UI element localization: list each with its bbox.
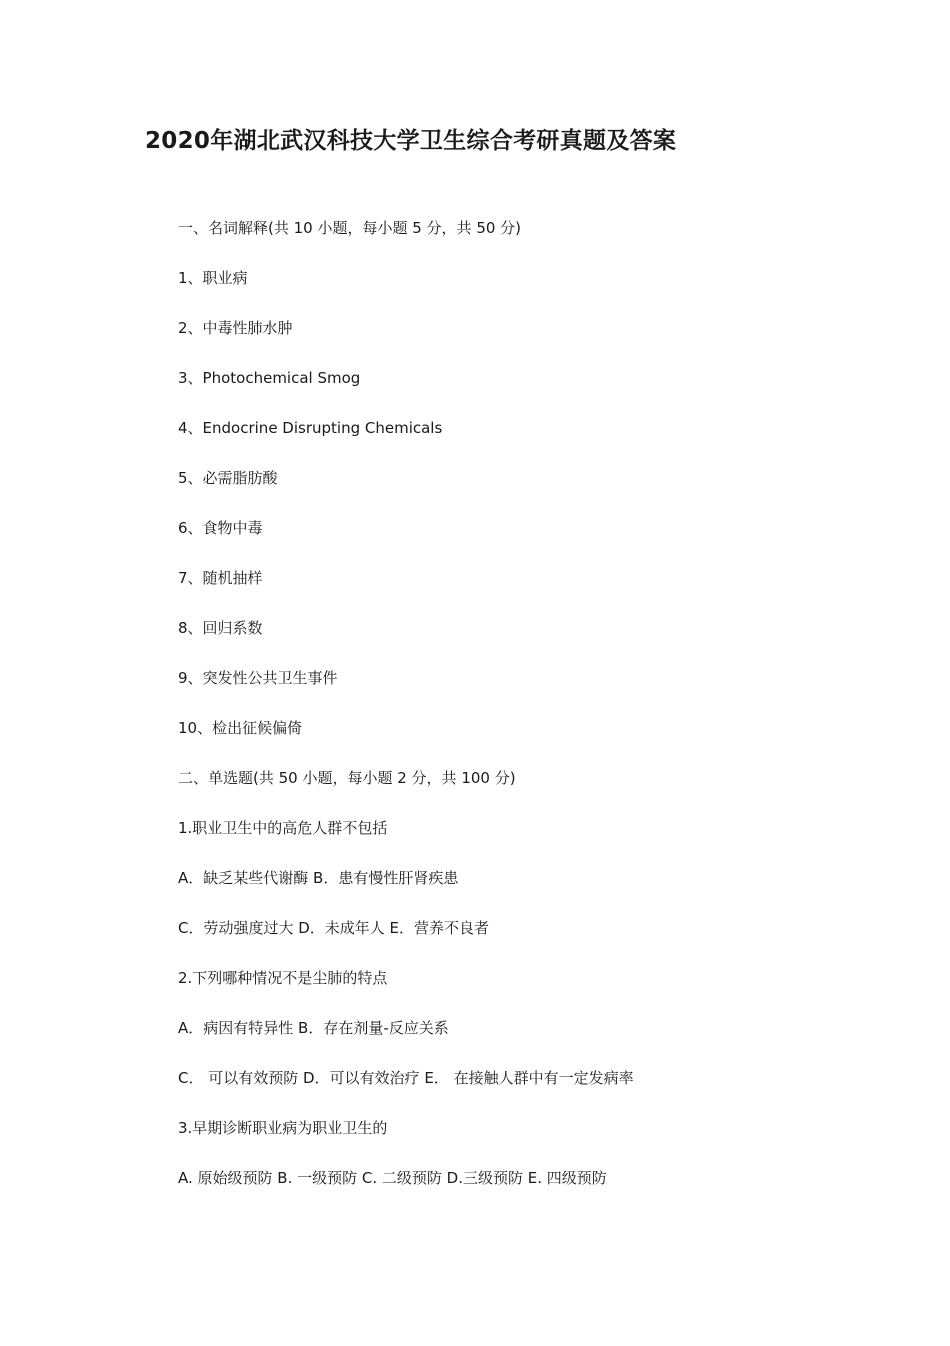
- term-item: 9、突发性公共卫生事件: [178, 669, 338, 687]
- question-options: A. 原始级预防 B. 一级预防 C. 二级预防 D.三级预防 E. 四级预防: [178, 1169, 607, 1187]
- question-stem: 1.职业卫生中的高危人群不包括: [178, 819, 388, 837]
- term-item: 8、回归系数: [178, 619, 263, 637]
- term-item: 2、中毒性肺水肿: [178, 319, 293, 337]
- question-stem: 2.下列哪种情况不是尘肺的特点: [178, 969, 388, 987]
- question-options: C．劳动强度过大 D．未成年人 E．营养不良者: [178, 919, 490, 937]
- question-options: C． 可以有效预防 D．可以有效治疗 E． 在接触人群中有一定发病率: [178, 1069, 634, 1087]
- question-stem: 3.早期诊断职业病为职业卫生的: [178, 1119, 388, 1137]
- term-item: 5、必需脂肪酸: [178, 469, 278, 487]
- question-options: A．缺乏某些代谢酶 B．患有慢性肝肾疾患: [178, 869, 459, 887]
- term-item: 3、Photochemical Smog: [178, 369, 361, 387]
- term-item: 4、Endocrine Disrupting Chemicals: [178, 419, 443, 437]
- section-heading-single-choice: 二、单选题(共 50 小题，每小题 2 分，共 100 分): [178, 769, 516, 787]
- term-item: 1、职业病: [178, 269, 248, 287]
- section-heading-terms: 一、名词解释(共 10 小题，每小题 5 分，共 50 分): [178, 219, 522, 237]
- term-item: 10、检出征候偏倚: [178, 719, 303, 737]
- term-item: 7、随机抽样: [178, 569, 263, 587]
- question-options: A．病因有特异性 B．存在剂量-反应关系: [178, 1019, 449, 1037]
- document-title: 2020年湖北武汉科技大学卫生综合考研真题及答案: [145, 128, 677, 154]
- term-item: 6、食物中毒: [178, 519, 263, 537]
- document-body: [178, 213, 878, 1213]
